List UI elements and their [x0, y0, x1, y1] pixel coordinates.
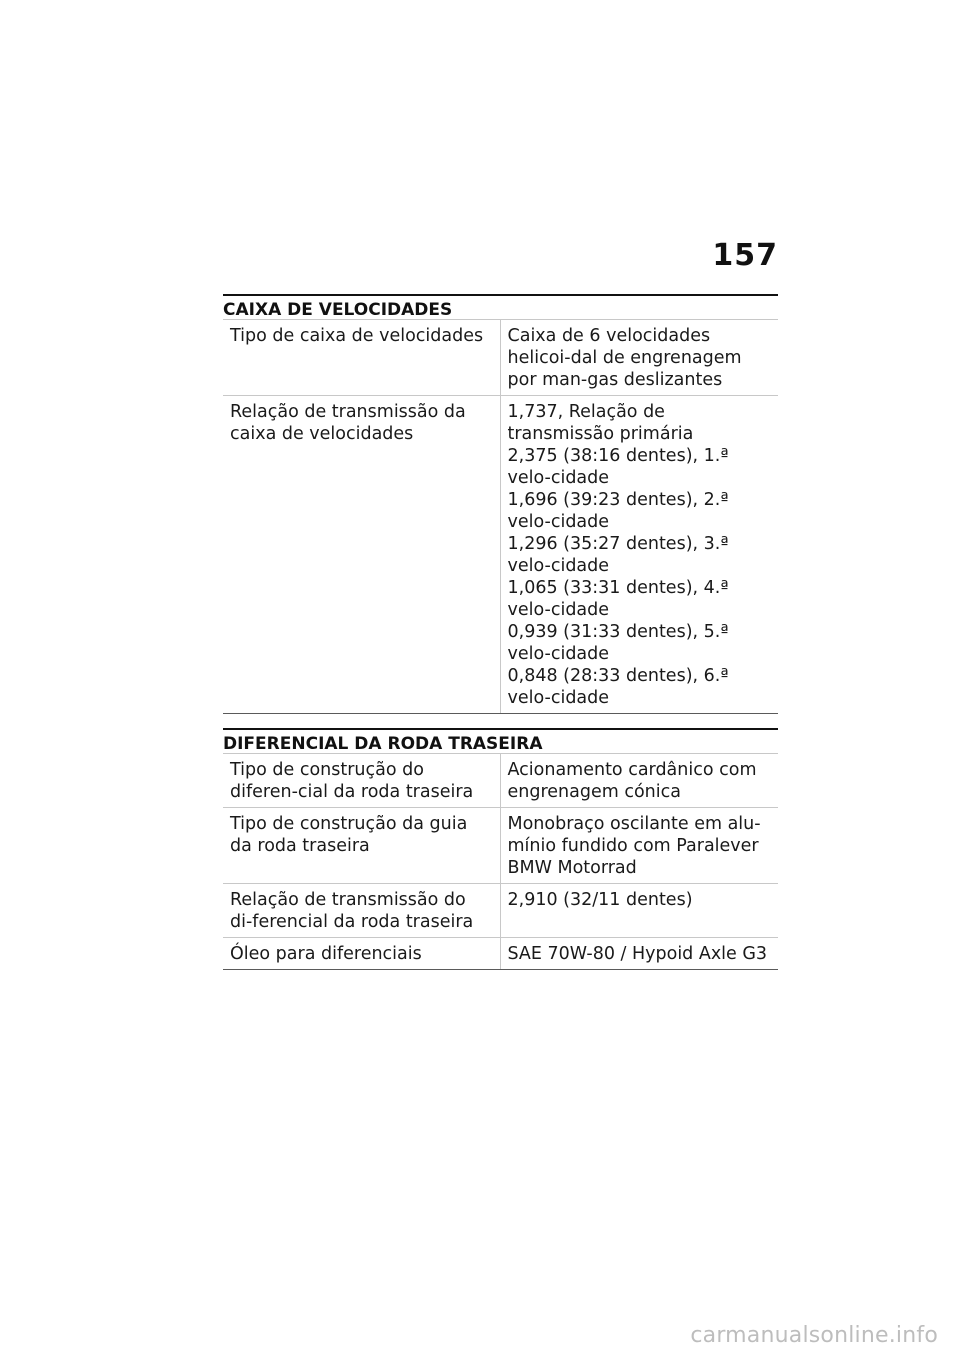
spec-label: Relação de transmissão da caixa de velocidades — [223, 396, 500, 714]
table-row — [223, 938, 778, 970]
gearbox-spec-table — [223, 319, 778, 714]
spec-value — [500, 320, 778, 396]
spec-value-line: Caixa de 6 velocidades helicoi-dal de engrenagem por man-gas deslizantes — [507, 326, 742, 390]
table-row — [223, 884, 778, 938]
spec-value-line: SAE 70W-80 / Hypoid Axle G3 — [507, 944, 768, 964]
page-number: 157 — [712, 238, 778, 273]
spec-value — [500, 884, 778, 938]
spec-value-line: 1,065 (33:31 dentes), 4.ª velo-cidade — [507, 578, 729, 620]
table-row — [223, 320, 778, 396]
spec-value-line: 2,910 (32/11 dentes) — [507, 890, 693, 910]
rear-differential-section — [223, 728, 778, 970]
table-row — [223, 396, 778, 714]
table-row — [223, 808, 778, 884]
spec-label: Óleo para diferenciais — [223, 938, 500, 970]
spec-value-line: 0,848 (28:33 dentes), 6.ª velo-cidade — [507, 666, 729, 708]
spec-value-line: Acionamento cardânico com engrenagem cónica — [507, 760, 757, 802]
spec-value-line: 1,296 (35:27 dentes), 3.ª velo-cidade — [507, 534, 729, 576]
watermark: carmanualsonline.info — [690, 1323, 938, 1348]
section-title-rear-differential: DIFERENCIAL DA RODA TRASEIRA — [223, 728, 778, 753]
spec-value-line: 1,696 (39:23 dentes), 2.ª velo-cidade — [507, 490, 729, 532]
spec-value — [500, 808, 778, 884]
spec-label: Tipo de caixa de velocidades — [223, 320, 500, 396]
spec-label: Tipo de construção da guia da roda traseira — [223, 808, 500, 884]
section-title-gearbox: CAIXA DE VELOCIDADES — [223, 294, 778, 319]
spec-value-line: 1,737, Relação de transmissão primária — [507, 402, 694, 444]
spec-value-line: Monobraço oscilante em alu-mínio fundido com Paralever BMW Motorrad — [507, 814, 761, 878]
spec-value-line: 2,375 (38:16 dentes), 1.ª velo-cidade — [507, 446, 729, 488]
gearbox-section — [223, 294, 778, 714]
spec-value — [500, 754, 778, 808]
rear-differential-spec-table — [223, 753, 778, 970]
spec-label: Relação de transmissão do di-ferencial da roda traseira — [223, 884, 500, 938]
spec-value-line: 0,939 (31:33 dentes), 5.ª velo-cidade — [507, 622, 729, 664]
spec-label: Tipo de construção do diferen-cial da roda traseira — [223, 754, 500, 808]
spec-value — [500, 938, 778, 970]
table-row — [223, 754, 778, 808]
spec-value — [500, 396, 778, 714]
